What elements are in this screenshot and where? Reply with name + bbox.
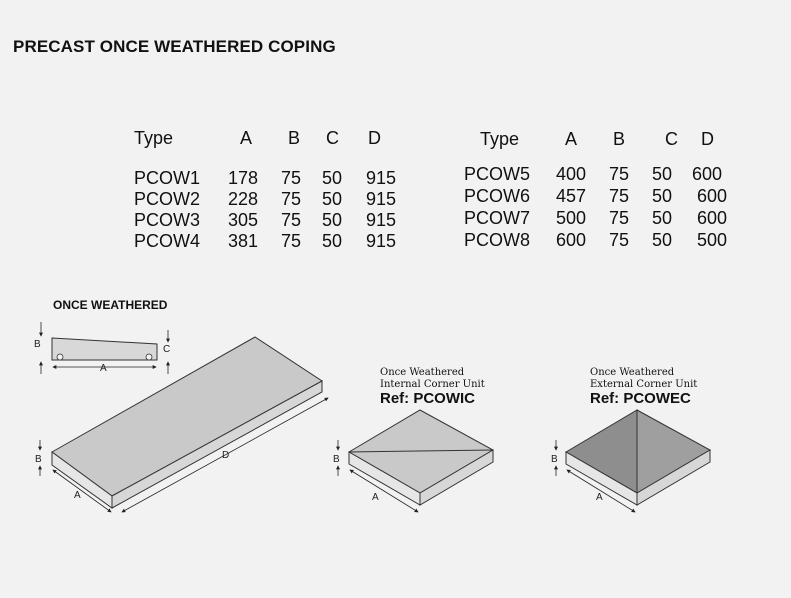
section-label: ONCE WEATHERED [53,298,168,312]
dim-a-label: A [100,363,107,374]
dim-b-label: B [34,339,41,350]
dim-a-label: A [596,492,603,503]
external-corner-note-line1: Once Weathered [590,367,675,378]
table-cell: 75 [609,186,630,206]
dim-c-label: C [163,344,171,355]
dim-a-label: A [372,492,379,503]
table-cell: PCOW4 [134,231,201,251]
table-cell: 178 [228,168,259,188]
table-cell: 500 [556,208,587,228]
external-corner-unit [556,410,710,512]
table-cell: 600 [692,164,723,184]
table-cell: 75 [281,189,302,209]
table-cell: 915 [366,210,397,230]
table-cell: 915 [366,231,397,251]
internal-corner-unit [338,410,493,512]
header-d: D [701,129,714,149]
internal-corner-ref: Ref: PCOWIC [380,390,475,407]
table-cell: 600 [697,208,728,228]
header-type: Type [134,128,174,148]
table-cell: PCOW8 [464,230,531,250]
table-cell: 50 [322,189,343,209]
table-cell: 457 [556,186,587,206]
dim-d-label: D [222,450,230,461]
table-cell: 600 [697,186,728,206]
table-cell: PCOW1 [134,168,201,188]
header-type: Type [480,129,520,149]
table-cell: 75 [609,230,630,250]
header-d: D [368,128,381,148]
header-c: C [326,128,339,148]
table-cell: 75 [281,168,302,188]
table-cell: 75 [281,231,302,251]
table-cell: 500 [697,230,728,250]
table-cell: PCOW6 [464,186,531,206]
table-cell: PCOW3 [134,210,201,230]
table-cell: 50 [652,164,673,184]
header-c: C [665,129,678,149]
internal-corner-note-line1: Once Weathered [380,367,465,378]
table-cell: 400 [556,164,587,184]
table-cell: PCOW7 [464,208,531,228]
table-cell: 50 [652,208,673,228]
table-cell: 600 [556,230,587,250]
table-cell: 75 [281,210,302,230]
header-b: B [288,128,301,148]
dim-a-label: A [74,490,81,501]
page-title: PRECAST ONCE WEATHERED COPING [13,37,336,56]
table-cell: 50 [322,231,343,251]
table-cell: 75 [609,208,630,228]
table-cell: 915 [366,168,397,188]
table-cell: 305 [228,210,259,230]
header-b: B [613,129,626,149]
table-cell: 50 [322,210,343,230]
table-cell: 50 [652,230,673,250]
internal-corner-note-line2: Internal Corner Unit [380,379,485,390]
table-cell: 228 [228,189,259,209]
table-cell: 50 [652,186,673,206]
long-coping-unit [40,337,328,512]
external-corner-ref: Ref: PCOWEC [590,390,691,407]
header-a: A [240,128,253,148]
table-cell: PCOW2 [134,189,201,209]
dim-b-label: B [333,454,340,465]
external-corner-note-line2: External Corner Unit [590,379,698,390]
table-cell: PCOW5 [464,164,531,184]
table-cell: 75 [609,164,630,184]
table-cell: 50 [322,168,343,188]
dim-b-label: B [551,454,558,465]
table-cell: 381 [228,231,259,251]
dim-b-label: B [35,454,42,465]
table-cell: 915 [366,189,397,209]
header-a: A [565,129,578,149]
